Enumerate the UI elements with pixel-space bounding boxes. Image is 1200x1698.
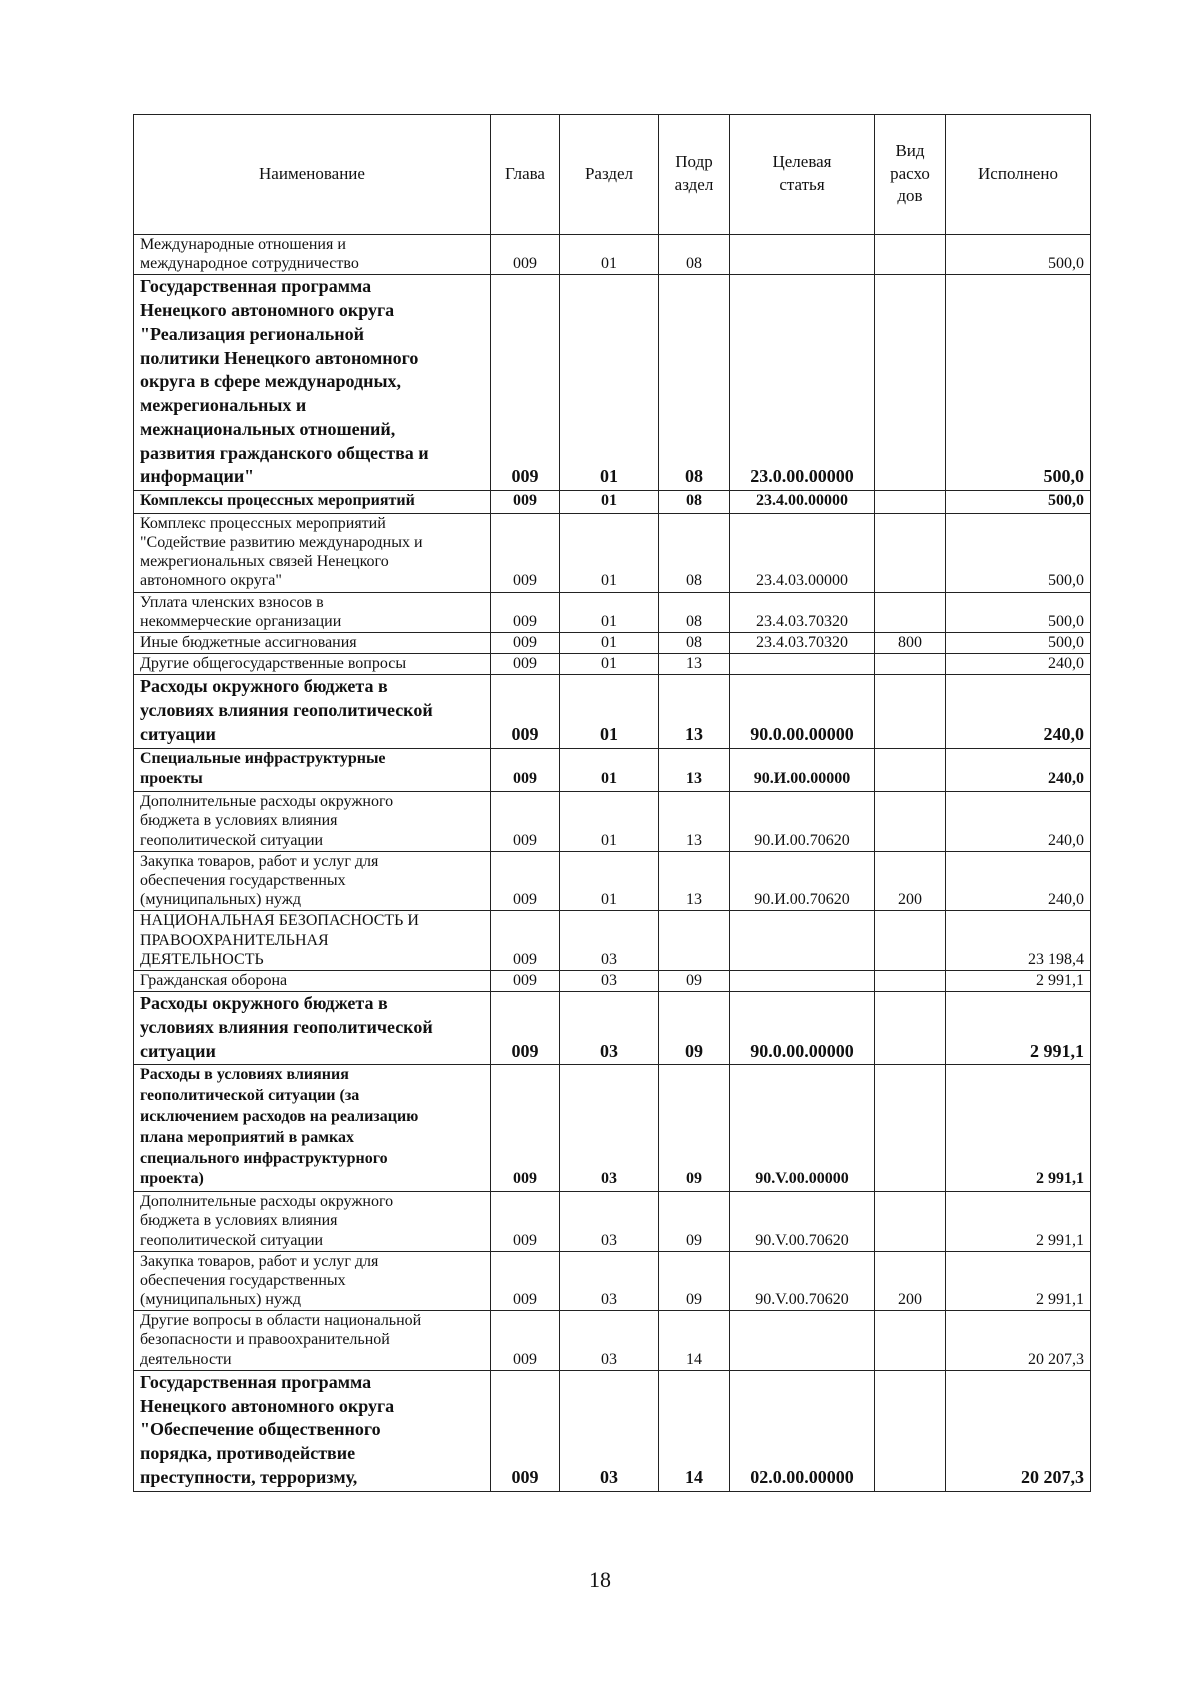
cell-razdel: 03 bbox=[560, 992, 659, 1065]
header-tselevaya: Целевая статья bbox=[730, 115, 875, 235]
cell-vid bbox=[875, 970, 946, 991]
cell-podrazdel: 14 bbox=[659, 1311, 730, 1371]
cell-podrazdel: 09 bbox=[659, 1251, 730, 1311]
table-header-row bbox=[134, 115, 1091, 235]
cell-vid bbox=[875, 235, 946, 275]
cell-vid bbox=[875, 275, 946, 491]
cell-vid bbox=[875, 1065, 946, 1192]
cell-podrazdel: 08 bbox=[659, 592, 730, 632]
cell-razdel: 01 bbox=[560, 748, 659, 792]
cell-glava: 009 bbox=[491, 592, 560, 632]
cell-tselevaya: 90.0.00.00000 bbox=[730, 675, 875, 748]
table-row bbox=[134, 491, 1091, 514]
cell-podrazdel: 13 bbox=[659, 654, 730, 675]
table-row bbox=[134, 748, 1091, 792]
table-row bbox=[134, 235, 1091, 275]
cell-glava: 009 bbox=[491, 654, 560, 675]
header-name: Наименование bbox=[134, 115, 491, 235]
cell-razdel: 01 bbox=[560, 654, 659, 675]
cell-vid bbox=[875, 911, 946, 971]
cell-tselevaya: 23.4.03.70320 bbox=[730, 592, 875, 632]
cell-name: Комплекс процессных мероприятий "Содействие развитию международных и межрегиональных связей Ненецкого автономного округа" bbox=[134, 513, 491, 592]
cell-razdel: 03 bbox=[560, 1251, 659, 1311]
cell-ispolneno: 500,0 bbox=[946, 491, 1091, 514]
cell-ispolneno: 20 207,3 bbox=[946, 1370, 1091, 1491]
cell-name: Дополнительные расходы окружного бюджета в условиях влияния геополитической ситуации bbox=[134, 792, 491, 852]
cell-ispolneno: 240,0 bbox=[946, 851, 1091, 911]
table-row bbox=[134, 1251, 1091, 1311]
budget-table bbox=[133, 114, 1091, 1492]
cell-tselevaya: 90.V.00.70620 bbox=[730, 1192, 875, 1252]
table-row bbox=[134, 513, 1091, 592]
cell-name: Расходы окружного бюджета в условиях влияния геополитической ситуации bbox=[134, 675, 491, 748]
cell-glava: 009 bbox=[491, 911, 560, 971]
cell-tselevaya bbox=[730, 1311, 875, 1371]
cell-podrazdel: 08 bbox=[659, 275, 730, 491]
cell-vid bbox=[875, 1311, 946, 1371]
cell-tselevaya: 23.4.03.70320 bbox=[730, 633, 875, 654]
cell-podrazdel: 08 bbox=[659, 235, 730, 275]
cell-tselevaya: 23.0.00.00000 bbox=[730, 275, 875, 491]
table-row bbox=[134, 911, 1091, 971]
cell-vid bbox=[875, 491, 946, 514]
cell-name: Закупка товаров, работ и услуг для обеспечения государственных (муниципальных) нужд bbox=[134, 851, 491, 911]
table-row bbox=[134, 592, 1091, 632]
cell-podrazdel: 13 bbox=[659, 748, 730, 792]
cell-name: Расходы в условиях влияния геополитической ситуации (за исключением расходов на реализацию плана мероприятий в рамках специального инфраструктурного проекта) bbox=[134, 1065, 491, 1192]
cell-glava: 009 bbox=[491, 513, 560, 592]
cell-glava: 009 bbox=[491, 1251, 560, 1311]
cell-ispolneno: 500,0 bbox=[946, 633, 1091, 654]
header-ispolneno: Исполнено bbox=[946, 115, 1091, 235]
cell-glava: 009 bbox=[491, 675, 560, 748]
cell-podrazdel: 08 bbox=[659, 491, 730, 514]
cell-tselevaya: 90.V.00.70620 bbox=[730, 1251, 875, 1311]
cell-vid bbox=[875, 748, 946, 792]
header-glava: Глава bbox=[491, 115, 560, 235]
cell-tselevaya: 90.И.00.70620 bbox=[730, 851, 875, 911]
cell-vid bbox=[875, 992, 946, 1065]
cell-tselevaya: 90.0.00.00000 bbox=[730, 992, 875, 1065]
cell-tselevaya: 02.0.00.00000 bbox=[730, 1370, 875, 1491]
cell-podrazdel bbox=[659, 911, 730, 971]
table-row bbox=[134, 275, 1091, 491]
cell-vid bbox=[875, 792, 946, 852]
cell-name: Расходы окружного бюджета в условиях влияния геополитической ситуации bbox=[134, 992, 491, 1065]
cell-vid bbox=[875, 675, 946, 748]
cell-name: Другие общегосударственные вопросы bbox=[134, 654, 491, 675]
cell-name: Другие вопросы в области национальной безопасности и правоохранительной деятельности bbox=[134, 1311, 491, 1371]
cell-name: Гражданская оборона bbox=[134, 970, 491, 991]
cell-vid bbox=[875, 513, 946, 592]
cell-tselevaya: 90.И.00.00000 bbox=[730, 748, 875, 792]
cell-podrazdel: 09 bbox=[659, 970, 730, 991]
cell-glava: 009 bbox=[491, 1065, 560, 1192]
cell-podrazdel: 13 bbox=[659, 851, 730, 911]
cell-name: Комплексы процессных мероприятий bbox=[134, 491, 491, 514]
cell-tselevaya bbox=[730, 911, 875, 971]
cell-podrazdel: 13 bbox=[659, 675, 730, 748]
table-row bbox=[134, 992, 1091, 1065]
cell-name: Государственная программа Ненецкого автономного округа "Реализация региональной политики Ненецкого автономного округа в сфере международных, межрегиональных и межнациональных отношений, развития гражданского общества и информации" bbox=[134, 275, 491, 491]
table-row bbox=[134, 792, 1091, 852]
cell-vid: 800 bbox=[875, 633, 946, 654]
page-number: 18 bbox=[589, 1567, 611, 1592]
cell-ispolneno: 240,0 bbox=[946, 654, 1091, 675]
cell-podrazdel: 13 bbox=[659, 792, 730, 852]
cell-vid bbox=[875, 654, 946, 675]
cell-ispolneno: 2 991,1 bbox=[946, 992, 1091, 1065]
cell-razdel: 03 bbox=[560, 1370, 659, 1491]
cell-tselevaya: 90.И.00.70620 bbox=[730, 792, 875, 852]
cell-ispolneno: 500,0 bbox=[946, 592, 1091, 632]
cell-name: Иные бюджетные ассигнования bbox=[134, 633, 491, 654]
cell-ispolneno: 240,0 bbox=[946, 792, 1091, 852]
cell-ispolneno: 20 207,3 bbox=[946, 1311, 1091, 1371]
cell-glava: 009 bbox=[491, 792, 560, 852]
cell-razdel: 01 bbox=[560, 275, 659, 491]
cell-vid bbox=[875, 592, 946, 632]
cell-ispolneno: 240,0 bbox=[946, 675, 1091, 748]
cell-ispolneno: 2 991,1 bbox=[946, 970, 1091, 991]
cell-name: Дополнительные расходы окружного бюджета в условиях влияния геополитической ситуации bbox=[134, 1192, 491, 1252]
cell-razdel: 01 bbox=[560, 851, 659, 911]
cell-name: Международные отношения и международное сотрудничество bbox=[134, 235, 491, 275]
cell-name: Закупка товаров, работ и услуг для обеспечения государственных (муниципальных) нужд bbox=[134, 1251, 491, 1311]
cell-razdel: 03 bbox=[560, 911, 659, 971]
cell-razdel: 01 bbox=[560, 633, 659, 654]
cell-name: Специальные инфраструктурные проекты bbox=[134, 748, 491, 792]
cell-glava: 009 bbox=[491, 275, 560, 491]
cell-podrazdel: 08 bbox=[659, 633, 730, 654]
cell-razdel: 03 bbox=[560, 1065, 659, 1192]
cell-glava: 009 bbox=[491, 851, 560, 911]
cell-glava: 009 bbox=[491, 491, 560, 514]
cell-vid bbox=[875, 1192, 946, 1252]
cell-glava: 009 bbox=[491, 1311, 560, 1371]
cell-tselevaya bbox=[730, 235, 875, 275]
header-razdel: Раздел bbox=[560, 115, 659, 235]
cell-ispolneno: 500,0 bbox=[946, 513, 1091, 592]
cell-podrazdel: 09 bbox=[659, 1065, 730, 1192]
cell-razdel: 03 bbox=[560, 1192, 659, 1252]
table-row bbox=[134, 654, 1091, 675]
table-row bbox=[134, 1192, 1091, 1252]
table-row bbox=[134, 1311, 1091, 1371]
table-body bbox=[134, 235, 1091, 1492]
cell-podrazdel: 09 bbox=[659, 992, 730, 1065]
cell-razdel: 03 bbox=[560, 970, 659, 991]
table-row bbox=[134, 675, 1091, 748]
cell-ispolneno: 240,0 bbox=[946, 748, 1091, 792]
cell-glava: 009 bbox=[491, 748, 560, 792]
cell-glava: 009 bbox=[491, 235, 560, 275]
cell-name: Уплата членских взносов в некоммерческие организации bbox=[134, 592, 491, 632]
cell-ispolneno: 500,0 bbox=[946, 275, 1091, 491]
cell-razdel: 01 bbox=[560, 491, 659, 514]
cell-vid: 200 bbox=[875, 1251, 946, 1311]
cell-glava: 009 bbox=[491, 970, 560, 991]
header-vid: Вид расхо дов bbox=[875, 115, 946, 235]
cell-ispolneno: 2 991,1 bbox=[946, 1192, 1091, 1252]
cell-tselevaya: 23.4.00.00000 bbox=[730, 491, 875, 514]
cell-glava: 009 bbox=[491, 1192, 560, 1252]
cell-razdel: 01 bbox=[560, 792, 659, 852]
cell-tselevaya: 23.4.03.00000 bbox=[730, 513, 875, 592]
cell-vid: 200 bbox=[875, 851, 946, 911]
cell-name: НАЦИОНАЛЬНАЯ БЕЗОПАСНОСТЬ И ПРАВООХРАНИТЕЛЬНАЯ ДЕЯТЕЛЬНОСТЬ bbox=[134, 911, 491, 971]
cell-razdel: 01 bbox=[560, 235, 659, 275]
cell-podrazdel: 08 bbox=[659, 513, 730, 592]
table-row bbox=[134, 1370, 1091, 1491]
cell-podrazdel: 14 bbox=[659, 1370, 730, 1491]
cell-tselevaya bbox=[730, 654, 875, 675]
table-row bbox=[134, 1065, 1091, 1192]
cell-name: Государственная программа Ненецкого автономного округа "Обеспечение общественного порядка, противодействие преступности, терроризму, bbox=[134, 1370, 491, 1491]
table-row bbox=[134, 970, 1091, 991]
header-podrazdel: Подр аздел bbox=[659, 115, 730, 235]
cell-vid bbox=[875, 1370, 946, 1491]
cell-ispolneno: 2 991,1 bbox=[946, 1065, 1091, 1192]
cell-glava: 009 bbox=[491, 992, 560, 1065]
cell-podrazdel: 09 bbox=[659, 1192, 730, 1252]
cell-razdel: 01 bbox=[560, 592, 659, 632]
cell-razdel: 01 bbox=[560, 513, 659, 592]
cell-razdel: 03 bbox=[560, 1311, 659, 1371]
table-row bbox=[134, 633, 1091, 654]
cell-ispolneno: 500,0 bbox=[946, 235, 1091, 275]
cell-tselevaya bbox=[730, 970, 875, 991]
cell-glava: 009 bbox=[491, 1370, 560, 1491]
cell-glava: 009 bbox=[491, 633, 560, 654]
cell-ispolneno: 2 991,1 bbox=[946, 1251, 1091, 1311]
table-row bbox=[134, 851, 1091, 911]
cell-tselevaya: 90.V.00.00000 bbox=[730, 1065, 875, 1192]
cell-ispolneno: 23 198,4 bbox=[946, 911, 1091, 971]
cell-razdel: 01 bbox=[560, 675, 659, 748]
